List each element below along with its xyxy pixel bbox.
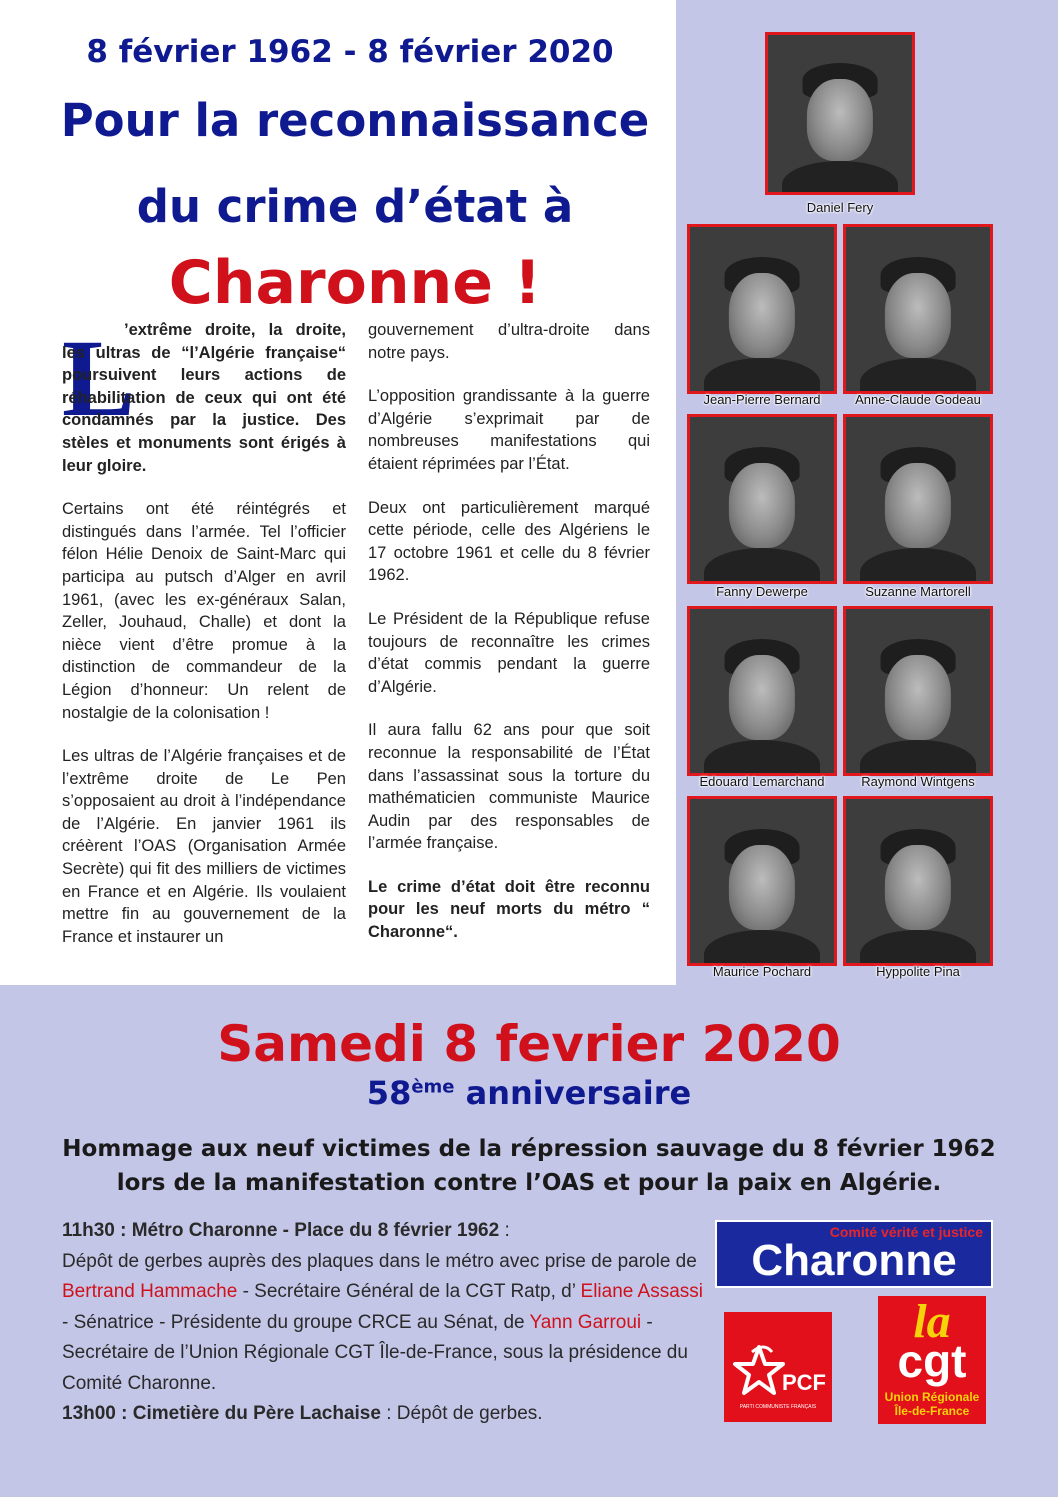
article-paragraph-2: Certains ont été réintégrés et distingués dans l’armée. Tel l’officier félon Hélie Denoix de Saint-Marc qui participa au putsch d’Alger en avril 1961, (avec les ex-généraux Salan, Zeller, Jouhaud, Challe) et dont la nièce vient d’être promue à la distinction de commandeur de la Légion d’honneur: Un relent de nostalgie de la colonisation !	[62, 500, 346, 722]
victim-photo-8	[687, 796, 837, 966]
col2-conclusion: Le crime d’état doit être reconnu pour les neuf morts du métro “ Charonne“.	[368, 877, 650, 942]
article-column-2	[368, 319, 650, 965]
victim-photo-7	[843, 606, 993, 776]
col2-paragraph-4: Le Président de la République refuse toujours de reconnaître les crimes d’état commis pendant la guerre d’Algérie.	[368, 609, 650, 696]
program-text-1a: Dépôt de gerbes auprès des plaques dans le métro avec prise de parole de	[62, 1250, 697, 1272]
victim-photo-2	[687, 224, 837, 394]
victim-caption-7: Raymond Wintgens	[861, 774, 975, 789]
victim-caption-5: Suzanne Martorell	[865, 584, 971, 599]
victim-photo-5	[843, 414, 993, 584]
col2-paragraph-3: Deux ont particulièrement marqué cette période, celle des Algériens le 17 octobre 1961 et celle du 8 février 1962.	[368, 498, 650, 585]
speaker-1: Bertrand Hammache	[62, 1281, 238, 1302]
victim-caption-4: Fanny Dewerpe	[716, 584, 808, 599]
victim-photo-9	[843, 796, 993, 966]
victim-caption-9: Hyppolite Pina	[876, 964, 960, 979]
program-time-1: 11h30 : Métro Charonne - Place du 8 février 1962	[62, 1220, 500, 1241]
program-item-2	[62, 1399, 712, 1430]
program-text-1c: - Sénatrice - Présidente du groupe CRCE au Sénat, de	[62, 1311, 530, 1333]
cgt-logo-sub1: Union Régionale	[884, 1390, 980, 1404]
pcf-logo-text: PCF	[782, 1370, 826, 1395]
col2-paragraph-1: gouvernement d’ultra-droite dans notre pays.	[368, 321, 650, 362]
hommage-line-1: Hommage aux neuf victimes de la répression sauvage du 8 février 1962	[62, 1136, 996, 1162]
event-anniversary	[0, 1074, 1058, 1112]
program-item-1	[62, 1216, 712, 1399]
header-dates: 8 février 1962 - 8 février 2020	[86, 34, 614, 70]
hommage-line-2: lors de la manifestation contre l’OAS et pour la paix en Algérie.	[116, 1170, 942, 1196]
article-column-1	[62, 319, 346, 969]
event-date: Samedi 8 fevrier 2020	[217, 1015, 841, 1073]
program-text-1b: - Secrétaire Général de la CGT Ratp, d’	[237, 1281, 581, 1302]
victim-caption-6: Edouard Lemarchand	[699, 774, 825, 789]
pcf-star-icon	[732, 1344, 786, 1398]
pcf-logo	[724, 1312, 832, 1422]
victim-caption-3: Anne-Claude Godeau	[855, 392, 981, 407]
speaker-3: Yann Garroui	[529, 1311, 642, 1333]
col2-paragraph-2: L’opposition grandissante à la guerre d’Algérie s’exprimait par de nombreuses manifestations qui étaient réprimées par l’État.	[368, 387, 650, 473]
article-paragraph-3: Les ultras de l’Algérie françaises et de l’extrême droite de Le Pen s’opposaient au droit à l’indépendance de l’Algérie. En janvier 1961 ils créèrent l’OAS (Organisation Armée Secrète) qui fit des milliers de victimes en France et en Algérie. Ils voulaient mettre fin au gouvernement de la France et instaurer un	[62, 747, 346, 946]
victim-caption-2: Jean-Pierre Bernard	[703, 392, 821, 407]
anniversary-number: 58	[366, 1074, 412, 1112]
article-intro-text: ’extrême droite, la droite, les ultras de “l’Algérie française“ poursuivent leurs actions de réhabilitation de ceux qui ont été condamnés par la justice. Des stèles et monuments sont érigés à leur gloire.	[62, 321, 346, 475]
anniversary-superscript: ème	[411, 1076, 455, 1098]
comite-logo-small-text: Comité vérité et justice	[829, 1224, 983, 1240]
article-intro	[62, 319, 346, 477]
page-title-line2: du crime d’état à	[136, 180, 574, 233]
event-program	[62, 1216, 712, 1430]
page-title-charonne: Charonne !	[168, 248, 542, 318]
victim-caption-8: Maurice Pochard	[712, 964, 812, 979]
page-title-line1: Pour la reconnaissance	[60, 94, 650, 147]
victim-photo-4	[687, 414, 837, 584]
victim-photo-3	[843, 224, 993, 394]
pcf-logo-subtext: PARTI COMMUNISTE FRANÇAIS	[739, 1404, 817, 1410]
program-time-2: 13h00 : Cimetière du Père Lachaise	[62, 1403, 381, 1424]
cgt-logo-la: la	[913, 1295, 951, 1348]
victim-photo-6	[687, 606, 837, 776]
drop-cap: L	[62, 317, 136, 439]
comite-charonne-logo	[715, 1220, 993, 1288]
cgt-logo-main: cgt	[897, 1335, 967, 1387]
program-text-1d: - Secrétaire de l’Union Régionale CGT Île-de-France, sous la présidence du Comité Charonne.	[62, 1311, 688, 1394]
cgt-logo	[878, 1296, 986, 1424]
speaker-2: Eliane Assassi	[580, 1281, 704, 1302]
program-text-2: : Dépôt de gerbes.	[380, 1403, 543, 1424]
anniversary-word: anniversaire	[465, 1074, 692, 1112]
victim-photo-1	[765, 32, 915, 195]
program-colon: :	[499, 1220, 510, 1241]
victim-caption-1: Daniel Fery	[806, 200, 874, 215]
col2-paragraph-5: Il aura fallu 62 ans pour que soit reconnue la responsabilité de l’État dans l’assassinat sous la torture du mathématicien communiste Maurice Audin par des responsables de l’armée française.	[368, 721, 650, 853]
comite-logo-big-text: Charonne	[751, 1236, 957, 1285]
cgt-logo-sub2: Île-de-France	[894, 1404, 970, 1418]
